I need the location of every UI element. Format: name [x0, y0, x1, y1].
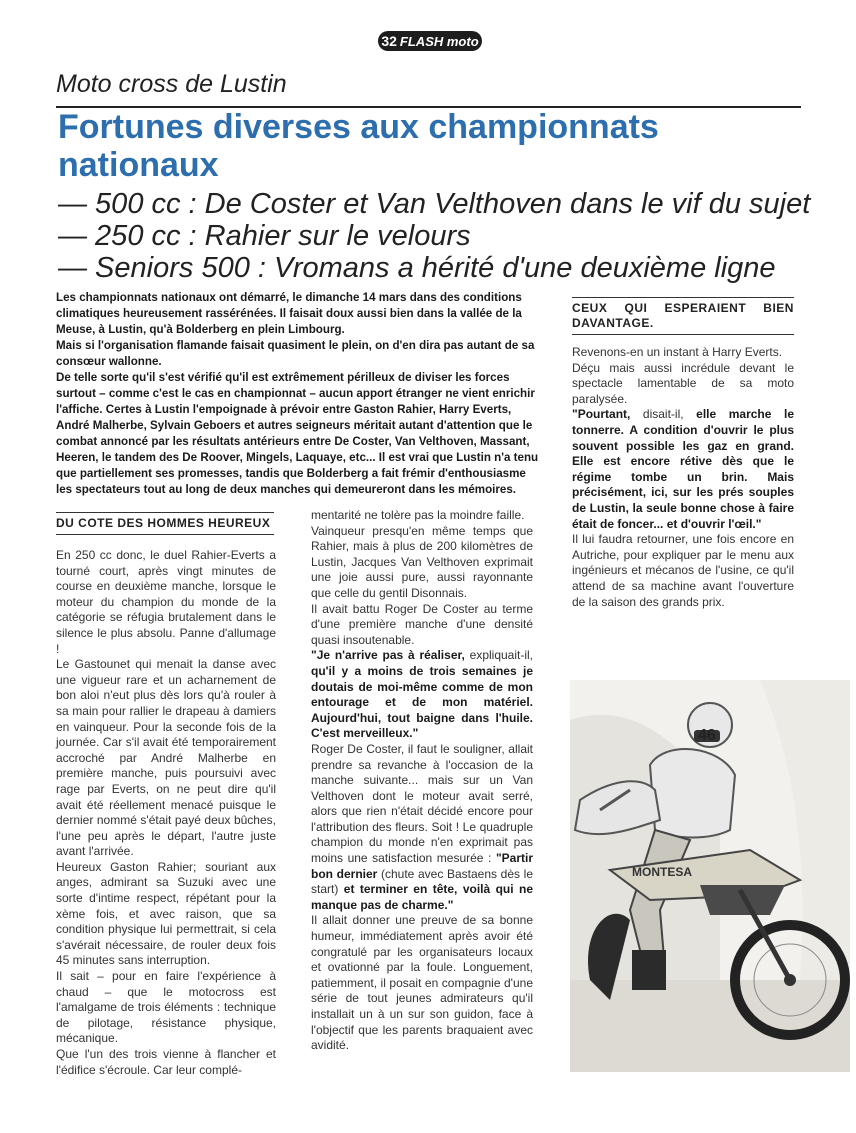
intro-paragraph	[56, 290, 544, 498]
body-paragraph: Que l'un des trois vienne à flancher et l'édifice s'écroule. Car leur complé-	[56, 1047, 276, 1077]
body-paragraph: Vainqueur presqu'en même temps que Rahier, mais à plus de 200 kilomètres de Lustin, Jacques Van Velthoven exprimait une joie aussi pure, aussi rayonnante que celle du gentil Disonnais.	[311, 523, 533, 600]
page-badge	[378, 31, 482, 51]
bike-brand: MONTESA	[632, 865, 692, 879]
subhead: — Seniors 500 : Vromans a hérité d'une deuxième ligne	[58, 252, 776, 284]
section-heading-heureux: DU COTE DES HOMMES HEUREUX	[56, 512, 274, 535]
subhead: — 250 cc : Rahier sur le velours	[58, 220, 471, 252]
headline: Fortunes diverses aux championnats nationaux	[58, 108, 659, 184]
intro-sentence: De telle sorte qu'il s'est vérifié qu'il est extrêmement périlleux de diviser les forces surtout – comme c'est le cas en championnat – aucun apport étranger ne vient enrichir l'affiche. Certes à Lustin l'empoignade à prévoir entre Gaston Rahier, Harry Everts, André Malherbe, Sylvain Geboers et autres seigneurs méritait autant d'attention que le combat annoncé par les résultats antérieurs entre De Coster, Van Velthoven, Massant, Heeren, le tandem des De Roover, Mingels, Laquaye, etc... Il est vrai que Lustin n'a tenu que partiellement ses promesses, tandis que Bolderberg a fait frémir d'enthousiasme les spectateurs tout au long de deux manches qui demeureront dans les mémoires.	[56, 371, 539, 496]
quote-text: elle marche le tonnerre. A condition d'ouvrir le plus souvent possible les gaz en grand. Elle est encore rétive dès que le régime tombe un brin. Mais précisément, ici, sur les prés souples de Lustin, la seule bonne chose à faire était de foncer... et d'ouvrir l'œil."	[572, 407, 794, 531]
quote-text: qu'il y a moins de trois semaines je doutais de moi-même comme de mon entourage et de mon matériel. Aujourd'hui, tout baigne dans l'huile. C'est merveilleux."	[311, 663, 533, 741]
quote-text: "Pourtant,	[572, 407, 631, 422]
body-paragraph: Revenons-en un instant à Harry Everts.	[572, 345, 783, 359]
column-2	[311, 508, 533, 1054]
aside: (chute avec Bastaens dès le start)	[311, 866, 533, 897]
page-number: 32	[381, 33, 397, 49]
attribution: disait-il,	[630, 407, 697, 422]
heading-word: CEUX	[572, 301, 608, 315]
body-paragraph: Il avait battu Roger De Coster au terme d'une première manche d'une densité quasi insoutenable.	[311, 601, 533, 647]
attribution: expliquait-il,	[464, 648, 534, 663]
intro-sentence: Les championnats nationaux ont démarré, le dimanche 14 mars dans des conditions climatiques heureusement rassérénées. Il faisait doux aussi bien dans la vallée de la Meuse, à Lustin, qu'à Bolderberg en plein Limbourg.	[56, 291, 522, 336]
subhead: — 500 cc : De Coster et Van Velthoven dans le vif du sujet	[58, 188, 811, 220]
body-paragraph: Le Gastounet qui menait la danse avec une vigueur rare et un acharnement de bon aloi n'eut plus dès lors qu'à rouler à sa main pour rallier le drapeau à damiers en vainqueur. Pour la seconde fois de la journée. Car s'il avait été temporairement accroché par André Malherbe en première manche, puis poursuivi avec rage par Everts, on ne peut dire qu'il avait été réellement menacé puisque le dernier nommé s'était payé deux bûches, l'une peu après le départ, l'autre juste avant l'arrivée.	[56, 657, 276, 859]
body-paragraph: Il lui faudra retourner, une fois encore en Autriche, pour expliquer par le menu aux ingénieurs et mécanos de l'usine, ce qu'il attend de sa machine avant l'ouverture de la saison des grands prix.	[572, 532, 794, 609]
magazine-name: FLASH moto	[399, 33, 479, 49]
body-text: Roger De Coster, il faut le souligner, allait prendre sa revanche à l'occasion de la manche suivante... mais sur un Van Velthoven dont le moteur avait serré, alors que rien n'était décidé encore pour l'attribution des fleurs. Soit ! Le quadruple champion du monde n'en exprimait pas moins une satisfaction mesurée :	[311, 741, 533, 866]
quote-text: "Je n'arrive pas à réaliser,	[311, 648, 465, 663]
rider-illustration	[570, 680, 850, 1072]
quote-paragraph	[572, 407, 794, 532]
heading-word: ESPERAIENT	[664, 301, 747, 315]
photo-motocross-rider	[570, 680, 850, 1072]
intro-sentence: Mais si l'organisation flamande faisait quasiment le plein, on d'en dira pas autant de sa consœur wallonne.	[56, 339, 535, 368]
heading-word: QUI	[624, 301, 648, 315]
section-heading-esperaient	[572, 297, 794, 335]
quote-text: et terminer en tête, voilà qui ne manque pas de charme."	[311, 882, 534, 912]
body-paragraph: Il allait donner une preuve de sa bonne humeur, immédiatement après avoir été congratulé par les organisateurs locaux et ovationné par la foule. Longuement, patiemment, il posait en compagnie d'une série de tout jeunes admirateurs qu'il installait un à un sur son guidon, face à l'objectif que les parents braquaient avec avidité.	[311, 913, 533, 1053]
body-paragraph: mentarité ne tolère pas la moindre faille.	[311, 508, 525, 522]
body-paragraph: En 250 cc donc, le duel Rahier-Everts a tourné court, après vingt minutes de course en deuxième manche, lorsque le moteur du champion du monde de la catégorie se réfugia brutalement dans le silence le plus absolu. Panne d'allumage !	[56, 548, 276, 656]
body-paragraph: Heureux Gaston Rahier; souriant aux anges, admirant sa Suzuki avec une sorte d'intime respect, répétant pour la xème fois, et avec raison, que sa condition physique lui permettrait, si cela s'avérait nécessaire, de rouler deux fois 45 minutes sans interruption.	[56, 859, 276, 968]
quote-text: "Partir bon dernier	[311, 851, 533, 881]
rider-number: 46	[698, 727, 716, 744]
body-paragraph: Il sait – pour en faire l'expérience à chaud – que le motocross est l'amalgame de trois éléments : technique de pilotage, résistance physique, mécanique.	[56, 969, 276, 1046]
kicker: Moto cross de Lustin	[56, 70, 287, 98]
quote-paragraph	[311, 742, 533, 914]
column-3	[572, 345, 794, 610]
quote-paragraph	[311, 648, 533, 742]
column-1	[56, 548, 276, 1078]
heading-word: BIEN	[763, 301, 794, 315]
body-paragraph: Déçu mais aussi incrédule devant le spectacle lamentable de sa moto paralysée.	[572, 360, 794, 406]
heading-line	[572, 301, 794, 316]
heading-line: DAVANTAGE.	[572, 316, 654, 330]
subheads	[58, 188, 828, 284]
